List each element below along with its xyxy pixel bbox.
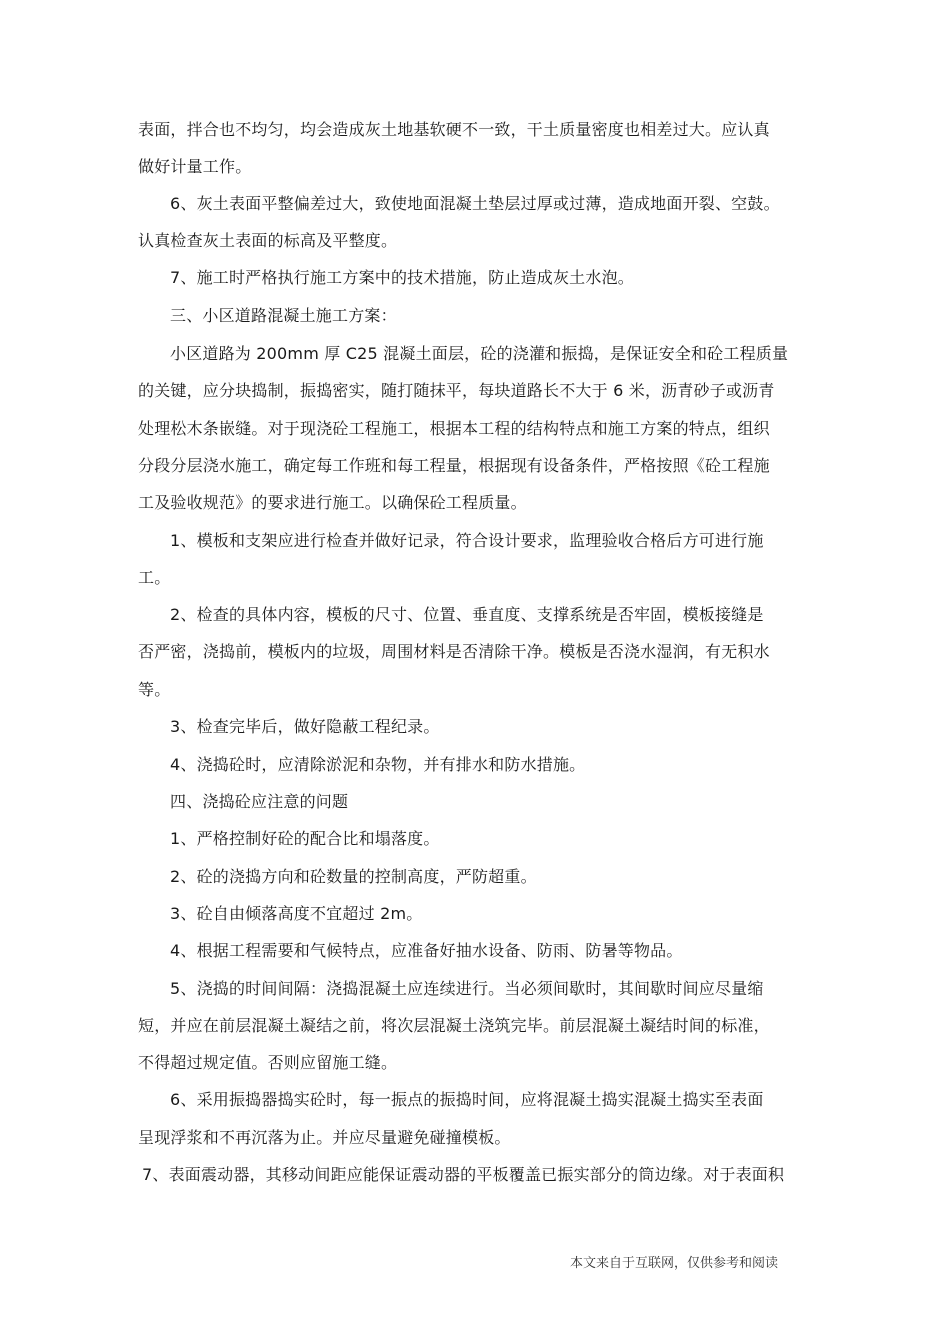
section-heading: 三、小区道路混凝土施工方案： [170,306,397,325]
text-line: 分段分层浇水施工，确定每工作班和每工程量，根据现有设备条件，严格按照《砼工程施 [138,456,770,475]
text-line: 1、严格控制好砼的配合比和塌落度。 [170,829,440,848]
text-line: 6、采用振捣器捣实砼时，每一振点的振捣时间，应将混凝土捣实混凝土捣实至表面 [170,1090,764,1109]
text-line: 4、浇捣砼时，应清除淤泥和杂物，并有排水和防水措施。 [170,755,586,774]
text-line: 2、检查的具体内容，模板的尺寸、位置、垂直度、支撑系统是否牢固，模板接缝是 [170,605,764,624]
text-line: 4、根据工程需要和气候特点，应准备好抽水设备、防雨、防暑等物品。 [170,941,683,960]
text-line: 1、模板和支架应进行检查并做好记录，符合设计要求，监理验收合格后方可进行施 [170,531,764,550]
text-line: 做好计量工作。 [138,157,252,176]
text-line: 3、检查完毕后，做好隐蔽工程纪录。 [170,717,440,736]
text-line: 小区道路为 200mm 厚 C25 混凝土面层，砼的浇灌和振捣，是保证安全和砼工程质量 [170,344,789,363]
text-line: 工。 [138,568,171,587]
text-line: 6、灰土表面平整偏差过大，致使地面混凝土垫层过厚或过薄，造成地面开裂、空鼓。 [170,194,780,213]
text-line: 不得超过规定值。否则应留施工缝。 [138,1053,398,1072]
text-line: 认真检查灰土表面的标高及平整度。 [138,231,398,250]
page-footer-note: 本文来自于互联网，仅供参考和阅读 [570,1256,779,1271]
text-line: 3、砼自由倾落高度不宜超过 2m。 [170,904,423,923]
text-line: 2、砼的浇捣方向和砼数量的控制高度，严防超重。 [170,867,537,886]
text-line: 5、浇捣的时间间隔：浇捣混凝土应连续进行。当必须间歇时，其间歇时间应尽量缩 [170,979,764,998]
text-line: 的关键，应分块捣制，振捣密实，随打随抹平，每块道路长不大于 6 米，沥青砂子或沥青 [138,381,775,400]
text-line: 等。 [138,680,171,699]
text-line: 工及验收规范》的要求进行施工。以确保砼工程质量。 [138,493,527,512]
text-line: 否严密，浇捣前，模板内的垃圾，周围材料是否清除干净。模板是否浇水湿润，有无积水 [138,642,770,661]
text-line: 呈现浮浆和不再沉落为止。并应尽量避免碰撞模板。 [138,1128,511,1147]
text-line: 短，并应在前层混凝土凝结之前，将次层混凝土浇筑完毕。前层混凝土凝结时间的标准， [138,1016,770,1035]
text-line: 7、施工时严格执行施工方案中的技术措施，防止造成灰土水泡。 [170,268,634,287]
text-line: 7、表面震动器，其移动间距应能保证震动器的平板覆盖已振实部分的筒边缘。对于表面积 [142,1165,785,1184]
text-line: 表面，拌合也不均匀，均会造成灰土地基软硬不一致，干土质量密度也相差过大。应认真 [138,120,770,139]
text-line: 处理松木条嵌缝。对于现浇砼工程施工，根据本工程的结构特点和施工方案的特点，组织 [138,419,770,438]
section-heading: 四、浇捣砼应注意的问题 [170,792,349,811]
